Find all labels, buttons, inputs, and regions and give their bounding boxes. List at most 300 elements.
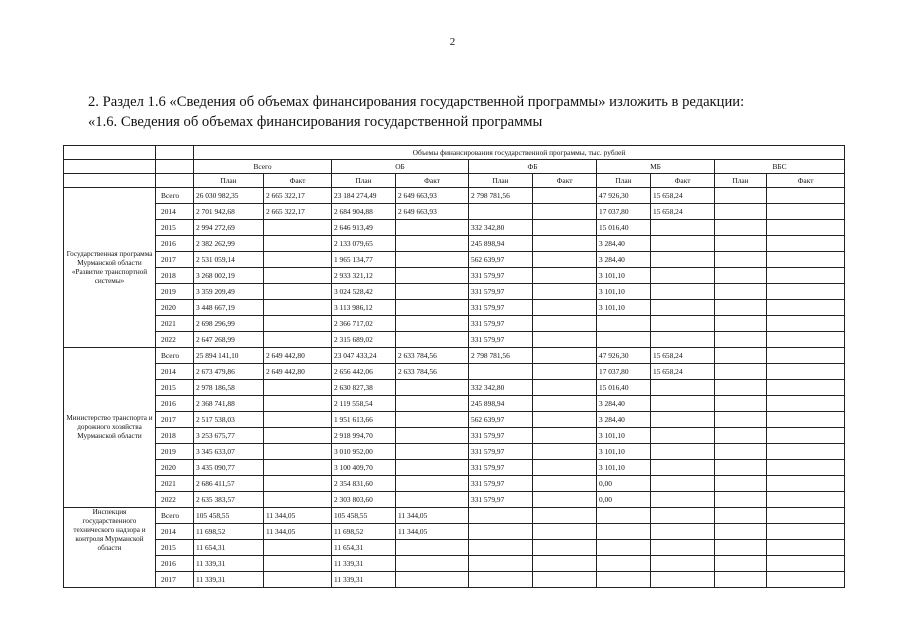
value-cell-mb-fact <box>651 332 715 348</box>
sub-header-fact: Факт <box>396 174 469 188</box>
value-cell-fb-fact <box>533 524 597 540</box>
table-row <box>64 316 845 332</box>
value-cell-ob-fact <box>396 284 469 300</box>
value-cell-mb-fact: 15 658,24 <box>651 364 715 380</box>
value-cell-total-fact <box>264 460 332 476</box>
value-cell-vbs-fact <box>767 556 845 572</box>
value-cell-fb-fact <box>533 332 597 348</box>
value-cell-fb-plan: 331 579,97 <box>469 428 533 444</box>
value-cell-mb-plan <box>597 332 651 348</box>
value-cell-vbs-plan <box>715 556 767 572</box>
value-cell-vbs-fact <box>767 332 845 348</box>
value-cell-vbs-plan <box>715 380 767 396</box>
table-row <box>64 540 845 556</box>
value-cell-mb-fact <box>651 572 715 588</box>
value-cell-ob-plan: 2 684 904,88 <box>332 204 396 220</box>
header-blank-program <box>64 146 156 160</box>
value-cell-total-plan: 2 635 383,57 <box>194 492 264 508</box>
value-cell-fb-fact <box>533 364 597 380</box>
value-cell-mb-plan: 47 926,30 <box>597 188 651 204</box>
value-cell-total-plan: 11 654,31 <box>194 540 264 556</box>
value-cell-vbs-fact <box>767 444 845 460</box>
value-cell-total-fact <box>264 316 332 332</box>
program-name-cell: Министерство транспорта и дорожного хозяйства Мурманской области <box>64 348 156 508</box>
header-blank-year <box>156 174 194 188</box>
value-cell-total-plan: 3 448 667,19 <box>194 300 264 316</box>
value-cell-fb-fact <box>533 492 597 508</box>
value-cell-mb-plan: 17 037,80 <box>597 204 651 220</box>
value-cell-ob-plan: 2 133 079,65 <box>332 236 396 252</box>
value-cell-fb-plan <box>469 204 533 220</box>
value-cell-ob-fact <box>396 268 469 284</box>
value-cell-vbs-plan <box>715 540 767 556</box>
value-cell-total-plan: 3 359 209,49 <box>194 284 264 300</box>
value-cell-ob-fact <box>396 316 469 332</box>
value-cell-ob-fact: 2 633 784,56 <box>396 348 469 364</box>
year-cell: 2022 <box>156 492 194 508</box>
value-cell-ob-fact: 2 649 663,93 <box>396 188 469 204</box>
table-row <box>64 460 845 476</box>
source-header-fb: ФБ <box>469 160 597 174</box>
value-cell-fb-fact <box>533 348 597 364</box>
value-cell-mb-plan <box>597 316 651 332</box>
value-cell-mb-fact <box>651 444 715 460</box>
value-cell-total-plan: 3 435 090,77 <box>194 460 264 476</box>
value-cell-mb-plan: 3 101,10 <box>597 300 651 316</box>
value-cell-mb-fact <box>651 236 715 252</box>
value-cell-total-fact: 11 344,05 <box>264 508 332 524</box>
value-cell-fb-plan: 331 579,97 <box>469 268 533 284</box>
sub-header-plan: План <box>469 174 533 188</box>
value-cell-ob-fact <box>396 380 469 396</box>
value-cell-fb-plan: 331 579,97 <box>469 460 533 476</box>
value-cell-total-fact <box>264 220 332 236</box>
value-cell-fb-plan: 562 639,97 <box>469 412 533 428</box>
value-cell-total-fact <box>264 492 332 508</box>
year-cell: 2019 <box>156 284 194 300</box>
header-blank-year <box>156 160 194 174</box>
value-cell-fb-plan <box>469 508 533 524</box>
value-cell-fb-fact <box>533 268 597 284</box>
value-cell-ob-fact <box>396 300 469 316</box>
value-cell-mb-fact <box>651 284 715 300</box>
value-cell-fb-plan: 331 579,97 <box>469 316 533 332</box>
value-cell-vbs-fact <box>767 428 845 444</box>
value-cell-fb-plan <box>469 540 533 556</box>
value-cell-total-plan: 2 994 272,69 <box>194 220 264 236</box>
value-cell-fb-fact <box>533 220 597 236</box>
value-cell-total-fact: 2 665 322,17 <box>264 204 332 220</box>
sub-header-plan: План <box>194 174 264 188</box>
table-row <box>64 412 845 428</box>
value-cell-vbs-plan <box>715 460 767 476</box>
value-cell-fb-plan: 2 798 781,56 <box>469 188 533 204</box>
value-cell-ob-plan: 3 100 409,70 <box>332 460 396 476</box>
value-cell-fb-fact <box>533 204 597 220</box>
header-blank-program <box>64 174 156 188</box>
heading-line-1: 2. Раздел 1.6 «Сведения об объемах финансирования государственной программы» изложить в редакции: <box>88 94 745 110</box>
value-cell-vbs-fact <box>767 492 845 508</box>
value-cell-fb-fact <box>533 188 597 204</box>
header-row-sources <box>64 160 845 174</box>
financing-table <box>63 145 845 588</box>
value-cell-vbs-plan <box>715 412 767 428</box>
value-cell-fb-fact <box>533 444 597 460</box>
year-cell: 2018 <box>156 428 194 444</box>
value-cell-ob-fact: 11 344,05 <box>396 508 469 524</box>
value-cell-vbs-fact <box>767 412 845 428</box>
year-cell: 2015 <box>156 220 194 236</box>
value-cell-ob-plan: 11 654,31 <box>332 540 396 556</box>
value-cell-mb-fact <box>651 492 715 508</box>
value-cell-vbs-fact <box>767 476 845 492</box>
value-cell-vbs-fact <box>767 300 845 316</box>
value-cell-mb-plan: 15 016,40 <box>597 220 651 236</box>
value-cell-mb-fact <box>651 396 715 412</box>
value-cell-mb-fact <box>651 316 715 332</box>
sub-header-plan: План <box>715 174 767 188</box>
value-cell-mb-plan <box>597 556 651 572</box>
value-cell-vbs-plan <box>715 316 767 332</box>
source-header-ob: ОБ <box>332 160 469 174</box>
value-cell-ob-plan: 23 047 433,24 <box>332 348 396 364</box>
value-cell-total-fact <box>264 444 332 460</box>
value-cell-vbs-fact <box>767 572 845 588</box>
value-cell-fb-fact <box>533 316 597 332</box>
year-cell: 2017 <box>156 572 194 588</box>
value-cell-total-plan: 3 345 633,07 <box>194 444 264 460</box>
year-cell: 2021 <box>156 476 194 492</box>
value-cell-total-fact: 2 665 322,17 <box>264 188 332 204</box>
year-cell: 2016 <box>156 236 194 252</box>
value-cell-ob-fact <box>396 572 469 588</box>
value-cell-ob-fact <box>396 428 469 444</box>
sub-header-fact: Факт <box>264 174 332 188</box>
value-cell-fb-fact <box>533 300 597 316</box>
year-cell: 2015 <box>156 380 194 396</box>
value-cell-total-fact <box>264 412 332 428</box>
value-cell-fb-plan: 245 898,94 <box>469 396 533 412</box>
value-cell-fb-plan: 332 342,80 <box>469 220 533 236</box>
value-cell-vbs-fact <box>767 236 845 252</box>
value-cell-fb-plan: 331 579,97 <box>469 492 533 508</box>
year-cell: 2014 <box>156 204 194 220</box>
page-number: 2 <box>449 36 456 48</box>
table-row <box>64 572 845 588</box>
year-cell: 2014 <box>156 364 194 380</box>
value-cell-ob-fact: 2 649 663,93 <box>396 204 469 220</box>
value-cell-vbs-plan <box>715 492 767 508</box>
value-cell-mb-plan: 15 016,40 <box>597 380 651 396</box>
value-cell-ob-plan: 2 630 827,38 <box>332 380 396 396</box>
value-cell-total-plan: 2 673 479,86 <box>194 364 264 380</box>
table-row <box>64 476 845 492</box>
value-cell-total-fact <box>264 380 332 396</box>
value-cell-mb-fact <box>651 252 715 268</box>
value-cell-total-fact <box>264 428 332 444</box>
value-cell-total-fact <box>264 236 332 252</box>
value-cell-mb-plan <box>597 540 651 556</box>
section-heading <box>88 92 868 132</box>
value-cell-total-plan: 3 253 675,77 <box>194 428 264 444</box>
value-cell-total-fact <box>264 556 332 572</box>
value-cell-ob-plan: 2 646 913,49 <box>332 220 396 236</box>
value-cell-fb-plan: 2 798 781,56 <box>469 348 533 364</box>
value-cell-mb-fact: 15 658,24 <box>651 188 715 204</box>
value-cell-total-plan: 2 517 538,03 <box>194 412 264 428</box>
value-cell-mb-plan: 0,00 <box>597 492 651 508</box>
value-cell-vbs-plan <box>715 300 767 316</box>
value-cell-total-plan: 25 894 141,10 <box>194 348 264 364</box>
value-cell-vbs-plan <box>715 476 767 492</box>
table-row <box>64 492 845 508</box>
value-cell-total-plan: 2 647 268,99 <box>194 332 264 348</box>
table-row <box>64 556 845 572</box>
value-cell-vbs-fact <box>767 396 845 412</box>
value-cell-ob-plan: 2 315 689,02 <box>332 332 396 348</box>
value-cell-vbs-fact <box>767 188 845 204</box>
heading-line-2: «1.6. Сведения об объемах финансирования государственной программы <box>88 114 543 130</box>
value-cell-total-plan: 11 698,52 <box>194 524 264 540</box>
value-cell-ob-fact <box>396 476 469 492</box>
value-cell-ob-plan: 1 965 134,77 <box>332 252 396 268</box>
value-cell-mb-fact <box>651 476 715 492</box>
value-cell-vbs-plan <box>715 204 767 220</box>
value-cell-fb-plan: 562 639,97 <box>469 252 533 268</box>
value-cell-vbs-plan <box>715 284 767 300</box>
value-cell-ob-fact <box>396 332 469 348</box>
table-row <box>64 444 845 460</box>
value-cell-ob-plan: 2 303 803,60 <box>332 492 396 508</box>
sub-header-plan: План <box>597 174 651 188</box>
table-row <box>64 188 845 204</box>
value-cell-total-fact: 11 344,05 <box>264 524 332 540</box>
year-cell: Всего <box>156 348 194 364</box>
value-cell-ob-fact: 11 344,05 <box>396 524 469 540</box>
value-cell-ob-plan: 3 113 986,12 <box>332 300 396 316</box>
value-cell-total-fact <box>264 284 332 300</box>
value-cell-total-fact: 2 649 442,80 <box>264 348 332 364</box>
year-cell: Всего <box>156 508 194 524</box>
value-cell-vbs-fact <box>767 220 845 236</box>
value-cell-total-plan: 3 268 002,19 <box>194 268 264 284</box>
value-cell-vbs-plan <box>715 268 767 284</box>
value-cell-vbs-fact <box>767 252 845 268</box>
value-cell-vbs-plan <box>715 252 767 268</box>
value-cell-fb-plan: 331 579,97 <box>469 444 533 460</box>
year-cell: 2017 <box>156 252 194 268</box>
value-cell-total-fact <box>264 572 332 588</box>
value-cell-vbs-plan <box>715 524 767 540</box>
value-cell-total-fact <box>264 540 332 556</box>
value-cell-mb-plan: 3 101,10 <box>597 268 651 284</box>
year-cell: 2015 <box>156 540 194 556</box>
header-row-plan-fact <box>64 174 845 188</box>
value-cell-ob-fact <box>396 556 469 572</box>
table-row <box>64 524 845 540</box>
value-cell-fb-plan: 245 898,94 <box>469 236 533 252</box>
value-cell-vbs-plan <box>715 396 767 412</box>
table-row <box>64 428 845 444</box>
table-row <box>64 300 845 316</box>
value-cell-total-fact <box>264 396 332 412</box>
value-cell-ob-fact <box>396 492 469 508</box>
value-cell-vbs-fact <box>767 348 845 364</box>
value-cell-total-fact <box>264 332 332 348</box>
value-cell-ob-fact <box>396 236 469 252</box>
program-name-cell: Государственная программа Мурманской области «Развитие транспортной системы» <box>64 188 156 348</box>
value-cell-mb-plan: 3 101,10 <box>597 444 651 460</box>
value-cell-vbs-plan <box>715 572 767 588</box>
table-row <box>64 220 845 236</box>
value-cell-mb-plan: 47 926,30 <box>597 348 651 364</box>
value-cell-ob-plan: 1 951 613,66 <box>332 412 396 428</box>
header-row-group <box>64 146 845 160</box>
value-cell-ob-plan: 2 933 321,12 <box>332 268 396 284</box>
table-row <box>64 268 845 284</box>
value-cell-vbs-fact <box>767 268 845 284</box>
table-row <box>64 364 845 380</box>
table-row <box>64 236 845 252</box>
value-cell-vbs-plan <box>715 348 767 364</box>
value-cell-ob-fact <box>396 252 469 268</box>
year-cell: 2020 <box>156 460 194 476</box>
value-cell-mb-fact <box>651 460 715 476</box>
value-cell-fb-plan <box>469 572 533 588</box>
value-cell-fb-fact <box>533 476 597 492</box>
value-cell-vbs-fact <box>767 508 845 524</box>
value-cell-total-fact <box>264 476 332 492</box>
table-row <box>64 204 845 220</box>
value-cell-mb-plan: 3 101,10 <box>597 284 651 300</box>
value-cell-vbs-plan <box>715 428 767 444</box>
value-cell-ob-plan: 3 010 952,00 <box>332 444 396 460</box>
value-cell-vbs-fact <box>767 316 845 332</box>
value-cell-ob-plan: 2 119 558,54 <box>332 396 396 412</box>
value-cell-ob-plan: 2 354 831,60 <box>332 476 396 492</box>
value-cell-ob-plan: 23 184 274,49 <box>332 188 396 204</box>
value-cell-ob-fact <box>396 460 469 476</box>
value-cell-fb-plan: 331 579,97 <box>469 284 533 300</box>
value-cell-total-fact <box>264 268 332 284</box>
value-cell-mb-plan <box>597 524 651 540</box>
value-cell-ob-fact <box>396 540 469 556</box>
value-cell-total-plan: 2 382 262,99 <box>194 236 264 252</box>
value-cell-ob-plan: 11 339,31 <box>332 572 396 588</box>
value-cell-mb-plan <box>597 572 651 588</box>
value-cell-ob-plan: 2 366 717,02 <box>332 316 396 332</box>
value-cell-mb-fact <box>651 556 715 572</box>
value-cell-fb-fact <box>533 556 597 572</box>
value-cell-total-plan: 2 698 296,99 <box>194 316 264 332</box>
sub-header-fact: Факт <box>767 174 845 188</box>
year-cell: 2017 <box>156 412 194 428</box>
value-cell-total-plan: 11 339,31 <box>194 556 264 572</box>
value-cell-ob-fact <box>396 444 469 460</box>
value-cell-ob-plan: 3 024 528,42 <box>332 284 396 300</box>
value-cell-mb-fact <box>651 412 715 428</box>
value-cell-mb-plan: 3 101,10 <box>597 428 651 444</box>
value-cell-ob-plan: 2 656 442,06 <box>332 364 396 380</box>
year-cell: 2020 <box>156 300 194 316</box>
value-cell-ob-plan: 2 918 994,70 <box>332 428 396 444</box>
value-cell-fb-fact <box>533 540 597 556</box>
value-cell-fb-plan: 331 579,97 <box>469 476 533 492</box>
value-cell-mb-fact <box>651 300 715 316</box>
value-cell-fb-fact <box>533 412 597 428</box>
table-row <box>64 380 845 396</box>
year-cell: Всего <box>156 188 194 204</box>
value-cell-vbs-plan <box>715 364 767 380</box>
value-cell-vbs-fact <box>767 380 845 396</box>
value-cell-mb-fact: 15 658,24 <box>651 204 715 220</box>
value-cell-vbs-fact <box>767 284 845 300</box>
value-cell-fb-fact <box>533 460 597 476</box>
source-header-total: Всего <box>194 160 332 174</box>
value-cell-total-plan: 2 368 741,88 <box>194 396 264 412</box>
value-cell-ob-plan: 11 339,31 <box>332 556 396 572</box>
value-cell-fb-plan: 332 342,80 <box>469 380 533 396</box>
value-cell-fb-plan <box>469 556 533 572</box>
value-cell-fb-fact <box>533 252 597 268</box>
sub-header-fact: Факт <box>651 174 715 188</box>
table-row <box>64 332 845 348</box>
value-cell-mb-plan: 0,00 <box>597 476 651 492</box>
value-cell-mb-plan: 3 284,40 <box>597 236 651 252</box>
sub-header-fact: Факт <box>533 174 597 188</box>
value-cell-total-fact <box>264 252 332 268</box>
table-body <box>64 188 845 588</box>
value-cell-vbs-fact <box>767 540 845 556</box>
value-cell-mb-fact <box>651 508 715 524</box>
value-cell-mb-fact <box>651 380 715 396</box>
value-cell-fb-fact <box>533 396 597 412</box>
value-cell-mb-fact <box>651 540 715 556</box>
value-cell-total-fact <box>264 300 332 316</box>
table-row <box>64 508 845 524</box>
source-header-mb: МБ <box>597 160 715 174</box>
value-cell-ob-fact <box>396 220 469 236</box>
program-name-cell: Инспекция государственного технического надзора и контроля Мурманской области <box>64 508 156 588</box>
value-cell-vbs-plan <box>715 236 767 252</box>
value-cell-fb-fact <box>533 236 597 252</box>
value-cell-total-plan: 2 701 942,68 <box>194 204 264 220</box>
value-cell-vbs-fact <box>767 364 845 380</box>
table-row <box>64 348 845 364</box>
year-cell: 2014 <box>156 524 194 540</box>
value-cell-vbs-plan <box>715 188 767 204</box>
value-cell-fb-plan <box>469 524 533 540</box>
value-cell-mb-plan: 3 284,40 <box>597 252 651 268</box>
value-cell-ob-plan: 11 698,52 <box>332 524 396 540</box>
table-row <box>64 396 845 412</box>
table-row <box>64 252 845 268</box>
value-cell-mb-fact <box>651 524 715 540</box>
value-cell-mb-plan <box>597 508 651 524</box>
value-cell-fb-fact <box>533 380 597 396</box>
value-cell-ob-plan: 105 458,55 <box>332 508 396 524</box>
value-cell-mb-plan: 17 037,80 <box>597 364 651 380</box>
value-cell-fb-plan <box>469 364 533 380</box>
value-cell-ob-fact <box>396 396 469 412</box>
value-cell-fb-fact <box>533 572 597 588</box>
table-row <box>64 284 845 300</box>
value-cell-fb-plan: 331 579,97 <box>469 332 533 348</box>
source-header-vbs: ВБС <box>715 160 845 174</box>
year-cell: 2016 <box>156 556 194 572</box>
value-cell-fb-fact <box>533 428 597 444</box>
value-cell-ob-fact: 2 633 784,56 <box>396 364 469 380</box>
